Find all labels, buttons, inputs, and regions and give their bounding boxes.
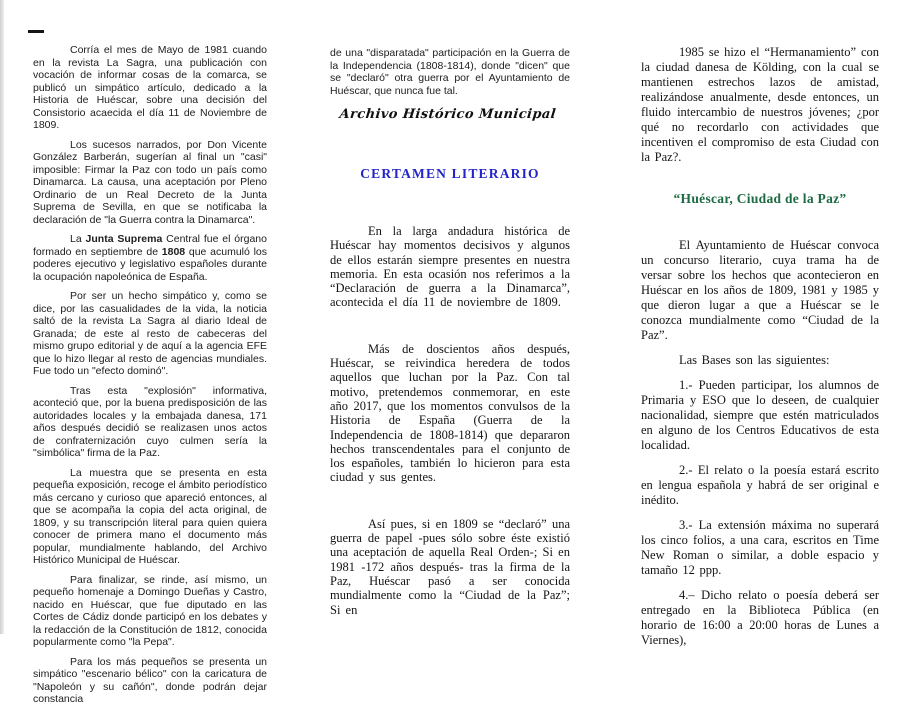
paragraph-larga-andadura: En la larga andadura histórica de Huéscar hay momentos decisivos y algunos de ellos estarán siempre presentes en nuestra memoria. En esta ocasión nos referimos a la “Declaración de guerra a la Dinamarca”, acontecida el día 11 de noviembre de 1809. (330, 224, 570, 310)
paragraph-hermanamiento-kolding: 1985 se hizo el “Hermanamiento” con la ciudad danesa de Kölding, con la cual se mantienen estrechos lazos de amistad, realizándose anualmente, desde entonces, un fluido intercambio de nuestros jóvenes; ¿por qué no recordarlo con actividades que incentiven el compromiso de esta Ciudad con la Paz?. (641, 45, 879, 164)
brochure-column-right (641, 45, 879, 658)
heading-huescar-ciudad-paz: “Huéscar, Ciudad de la Paz” (673, 191, 847, 206)
paragraph-base-3: 3.- La extensión máxima no superará los cinco folios, a una cara, escritos en Time New Roman o similar, a doble espacio y tamaño 12 ppp. (641, 518, 879, 577)
paragraph-junta-suprema (33, 233, 267, 283)
junta-text-b: Central fue el órgano formado en septiembre de (33, 233, 267, 258)
paragraph-las-bases: Las Bases son las siguientes: (679, 353, 830, 367)
brochure-column-middle (330, 47, 570, 649)
paragraph-explosion-informativa: Tras esta "explosión" informativa, aconteció que, por la buena predisposición de las autoridades locales y la embajada danesa, 171 años después decidió se realizasen unos actos de confraternización cuyo culmen sería la "simbólica" firma de la Paz. (33, 384, 267, 459)
paragraph-base-4: 4.– Dicho relato o poesía deberá ser entregado en la Biblioteca Pública (en horario de 16:00 a 20:00 horas de Lunes a Viernes), (641, 588, 879, 647)
paragraph-doscientos-anos: Más de doscientos años después, Huéscar, se reivindica heredera de todos aquellos que luchan por la Paz. Con tal motivo, pretendemos conmemorar, en este año 2017, que los momentos convulsos de la Historia de España (Guerra de la Independencia de 1808-1814) que depararon hechos transcendentales para el conjunto de los españoles, también lo hicieron para esta ciudad y sus gentes. (330, 341, 570, 485)
paragraph-guerra-independencia: de una "disparatada" participación en la Guerra de la Independencia (1808-1814), donde "dicen" que se "declaró" otra guerra por el Ayuntamiento de Huéscar, que nunca fue tal. (330, 47, 570, 97)
scan-edge-artifact (0, 0, 4, 634)
paragraph-asi-pues: Así pues, si en 1809 se “declaró” una guerra de papel -pues sólo sobre éste existió una aceptación de aquella Real Orden-; Si en 1981 -172 años después- tras la firma de la Paz, Huéscar pasó a ser conocida mundialmente como la “Ciudad de la Paz”; Si en (330, 516, 570, 617)
signature-archivo-historico: Archivo Histórico Municipal (338, 107, 557, 122)
junta-text-a: La (70, 233, 86, 245)
paragraph-homenaje-duenas: Para finalizar, se rinde, así mismo, un pequeño homenaje a Domingo Dueñas y Castro, nacido en Huéscar, que fue diputado en las Cortes de Cádiz donde participó en los debates y la redacción de la Constitución de 1812, conocida popularmente como "la Pepa". (33, 573, 267, 648)
junta-suprema-bold: Junta Suprema (85, 233, 163, 245)
paragraph-ayuntamiento-convoca: El Ayuntamiento de Huéscar convoca un concurso literario, cuya trama ha de versar sobre los hechos que acontecieron en Huéscar en los años de 1809, 1981 y 1985 y que dieron lugar a que a Huéscar se le conozca mundialmente como “Ciudad de la Paz”. (641, 238, 879, 342)
certamen-body (330, 224, 570, 617)
paragraph-base-2: 2.- El relato o la poesía estará escrito en lengua española y habrá de ser original e inédito. (641, 463, 879, 507)
paragraph-escenario-belico: Para los más pequeños se presenta un simpático "escenario bélico" con la caricatura de "Napoleón y su cañón", donde podrán dejar constancia (33, 655, 267, 705)
paragraph-intro-1981: Corría el mes de Mayo de 1981 cuando en la revista La Sagra, una publicación con vocación de informar cosas de la comarca, se publicó un simpático artículo, dedicado a la Historia de Huéscar, sobre una decisión del Consistorio acaecida el día 11 de Noviembre de 1809. (33, 44, 267, 131)
year-1808-bold: 1808 (161, 245, 186, 258)
brochure-column-left (33, 44, 267, 713)
heading-certamen-literario: CERTAMEN LITERARIO (360, 166, 540, 181)
paragraph-base-1: 1.- Pueden participar, los alumnos de Primaria y ESO que lo deseen, de cualquier nacionalidad, siempre que estén matriculados en alguno de los Centros Educativos de esta localidad. (641, 378, 879, 452)
paragraph-hecho-simpatico: Por ser un hecho simpático y, como se dice, por las casualidades de la vida, la noticia saltó de la revista La Sagra al diario Ideal de Granada; de este al resto de cabeceras del mismo grupo editorial y de aquí a la agencia EFE que lo hizo llegar al resto de agencias mundiales. Fue todo un "efecto dominó". (33, 290, 267, 377)
paragraph-sucesos-narrados: Los sucesos narrados, por Don Vicente González Barberán, sugerían al final un "casi" imposible: Firmar la Paz con todo un país como Dinamarca. La causa, una aceptación por Pleno Ordinario de un Real Decreto de la Junta Suprema de Sevilla, en que se notificaba la declaración de "la Guerra contra la Dinamarca". (33, 138, 267, 226)
paragraph-la-muestra: La muestra que se presenta en esta pequeña exposición, recoge el ámbito periodístico más cercano y curioso que apareció entonces, al que se acompaña la copia del acta original, de 1809, y su transcripción literal para quien quiera conocer de primera mano el documento más popular, mundialmente hablando, del Archivo Histórico Municipal de Huéscar. (33, 466, 267, 566)
scan-corner-mark (28, 30, 44, 33)
junta-text-c: que acumuló los poderes ejecutivo y legislativo españoles durante la ocupación napoleónica de España. (33, 245, 267, 283)
